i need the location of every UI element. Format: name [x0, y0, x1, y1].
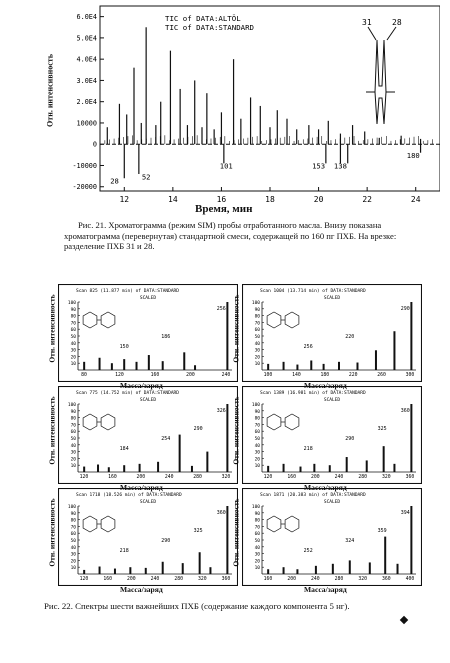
spectrum-y-tick-label: 100 — [251, 301, 260, 306]
ring — [83, 312, 97, 328]
spectrum-peak — [83, 570, 85, 574]
spectrum-x-tick-label: 320 — [358, 577, 368, 582]
ring — [285, 516, 299, 532]
spectrum-y-tick-label: 60 — [70, 328, 76, 334]
spectrum-peak — [315, 566, 317, 574]
y-tick-label: 4.0E4 — [76, 55, 97, 64]
spectrum-peak — [199, 552, 201, 574]
spectrum-y-tick-label: 10 — [70, 566, 76, 572]
spectrum-peak — [397, 564, 399, 574]
spectrum-peak — [183, 352, 185, 370]
spectrum-scan-header: Scan 825 (11.877 min) of DATA:STANDARD — [76, 289, 179, 294]
spectrum-peak-label: 324 — [345, 538, 355, 544]
figure21-caption: Рис. 21. Хроматограмма (режим SIM) пробы отработанного масла. Внизу показана хроматограмма (перевернутая) стандартной смеси, содержащей по 160 пг ПХБ. На врезке: разделение ПХБ 31 и 28. — [64, 220, 397, 251]
spectrum-peak — [157, 462, 159, 472]
spectrum-y-tick-label: 30 — [70, 450, 76, 456]
spectrum-scan-header: Scan 1389 (16.981 min) of DATA:STANDARD — [260, 391, 366, 396]
spectrum-peak-label: 150 — [119, 344, 129, 350]
spectrum-x-tick-label: 400 — [405, 577, 415, 582]
ring — [101, 516, 115, 532]
ring — [285, 312, 299, 328]
spectrum-peak — [338, 362, 340, 370]
legend-standard: TIC of DATA:STANDARD — [165, 23, 254, 32]
inset-label-28: 28 — [392, 18, 402, 27]
y-tick-label: 3.0E4 — [76, 76, 97, 85]
spectrum-x-label: Масса/заряд — [120, 483, 163, 492]
spectrum-x-tick-label: 160 — [103, 577, 113, 582]
y-tick-label: 0 — [92, 140, 97, 149]
spectrum-y-label: Отн. интенсивность — [231, 498, 241, 567]
spectrum-y-tick-label: 50 — [254, 539, 260, 544]
spectrum-peak — [114, 569, 116, 574]
y-tick-label: 6.0E4 — [76, 13, 97, 22]
spectrum-peak — [267, 569, 269, 574]
spectrum-peak — [369, 562, 371, 574]
peak-annotation: 101 — [219, 161, 233, 171]
chromatogram-y-label: Отн. интенсивность — [45, 54, 55, 127]
spectrum-x-tick-label: 320 — [381, 475, 391, 480]
spectrum-peak-label: 394 — [400, 510, 410, 516]
spectrum-peak-label: 290 — [345, 436, 355, 442]
inset-separation-31-28 — [362, 18, 402, 124]
spectrum-peak — [296, 365, 298, 370]
spectrum-x-label: Масса/заряд — [120, 585, 163, 594]
spectrum-peak — [366, 460, 368, 472]
spectrum-peak — [97, 465, 99, 472]
spectrum-peak — [332, 564, 334, 574]
chromatogram-x-label: Время, мин — [195, 203, 253, 215]
spectrum-x-tick-label: 180 — [320, 373, 330, 378]
spectrum-y-tick-label: 90 — [70, 307, 76, 313]
y-tick-label: 2.0E4 — [76, 98, 97, 107]
chromatogram-figure — [50, 0, 440, 215]
spectrum-y-tick-label: 80 — [254, 518, 260, 524]
spectrum-peak — [129, 567, 131, 574]
spectrum-x-label: Масса/заряд — [304, 483, 347, 492]
spectrum-y-tick-label: 50 — [70, 335, 76, 340]
spectrum-y-tick-label: 80 — [254, 314, 260, 320]
ring — [101, 414, 115, 430]
spectrum-peak — [123, 359, 125, 370]
spectrum-x-tick-label: 200 — [136, 475, 146, 480]
spectrum-y-tick-label: 70 — [70, 525, 76, 531]
peak-annotation: 138 — [333, 161, 347, 171]
spectrum-x-tick-label: 240 — [310, 577, 320, 582]
spectrum-y-tick-label: 30 — [254, 450, 260, 456]
spectrum-scaled-label: SCALED — [139, 500, 157, 505]
spectrum-peak — [111, 363, 113, 370]
spectrum-peak — [162, 361, 164, 370]
spectrum-peak — [384, 537, 386, 574]
spectrum-peak-label: 218 — [119, 548, 129, 554]
spectrum-peak — [356, 363, 358, 370]
spectrum-y-tick-label: 40 — [254, 443, 260, 449]
spectrum-y-tick-label: 70 — [254, 423, 260, 429]
spectrum-x-tick-label: 160 — [287, 475, 297, 480]
spectrum-peak — [410, 302, 412, 370]
spectrum-x-tick-label: 220 — [348, 373, 358, 378]
spectrum-peak-label: 254 — [161, 436, 171, 442]
spectrum-scaled-label: SCALED — [323, 398, 341, 403]
spectrum-peak — [148, 355, 150, 370]
ring — [267, 414, 281, 430]
spectrum-y-tick-label: 40 — [70, 341, 76, 347]
x-tick-label: 12 — [119, 195, 130, 204]
spectrum-peak — [206, 452, 208, 472]
spectrum-x-tick-label: 360 — [221, 577, 231, 582]
spectrum-y-tick-label: 20 — [254, 355, 260, 361]
spectrum-y-tick-label: 100 — [251, 505, 260, 510]
mass-spectrum-3 — [58, 386, 238, 484]
mass-spectrum-6 — [242, 488, 422, 586]
spectrum-peak-label: 186 — [161, 334, 171, 340]
spectrum-x-tick-label: 140 — [292, 373, 301, 378]
spectrum-y-tick-label: 100 — [67, 301, 76, 306]
spectrum-x-tick-label: 160 — [108, 475, 117, 480]
spectrum-y-tick-label: 60 — [254, 532, 260, 538]
chromatogram-standard-trace — [124, 144, 420, 178]
spectrum-y-tick-label: 100 — [251, 403, 260, 408]
spectrum-y-tick-label: 90 — [70, 409, 76, 415]
molecule-structure-icon — [83, 414, 115, 430]
mass-spectrum-1 — [58, 284, 238, 382]
spectrum-x-tick-label: 200 — [186, 373, 195, 378]
spectrum-x-tick-label: 120 — [263, 475, 273, 480]
figure22-caption: Рис. 22. Спектры шести важнейших ПХБ (содержание каждого компонента 5 нг). — [44, 601, 350, 611]
spectrum-y-tick-label: 20 — [254, 559, 260, 565]
spectrum-scan-header: Scan 1718 (18.526 min) of DATA:STANDARD — [76, 493, 182, 498]
molecule-structure-icon — [267, 312, 299, 328]
mass-spectrum-2 — [242, 284, 422, 382]
spectrum-peak — [108, 467, 110, 472]
spectrum-y-tick-label: 30 — [254, 348, 260, 354]
spectrum-peak — [226, 506, 228, 574]
page-mark-icon — [400, 616, 408, 624]
spectrum-y-tick-label: 10 — [254, 362, 260, 368]
spectrum-peak — [300, 467, 302, 472]
spectrum-x-label: Масса/заряд — [304, 585, 347, 594]
spectrum-y-tick-label: 50 — [254, 335, 260, 340]
ring — [101, 312, 115, 328]
spectrum-scaled-label: SCALED — [323, 500, 341, 505]
x-tick-label: 14 — [168, 195, 178, 204]
spectrum-y-tick-label: 70 — [254, 525, 260, 531]
spectrum-peak-label: 220 — [345, 334, 355, 340]
x-tick-label: 18 — [265, 195, 275, 204]
chromatogram-frame — [100, 6, 440, 191]
spectrum-peak — [83, 362, 85, 370]
spectrum-peak-label: 256 — [303, 344, 313, 350]
spectrum-x-tick-label: 120 — [79, 475, 89, 480]
spectrum-y-tick-label: 80 — [254, 416, 260, 422]
spectrum-peak — [179, 435, 181, 472]
spectrum-peak — [145, 568, 147, 574]
spectrum-y-tick-label: 90 — [254, 307, 260, 313]
spectrum-x-tick-label: 300 — [405, 373, 415, 378]
spectrum-x-tick-label: 80 — [81, 373, 87, 378]
spectrum-peak-label: 325 — [377, 426, 387, 432]
spectrum-y-tick-label: 10 — [70, 362, 76, 368]
molecule-structure-icon — [267, 414, 299, 430]
spectrum-x-tick-label: 160 — [263, 577, 273, 582]
spectrum-y-tick-label: 10 — [70, 464, 76, 470]
spectrum-y-tick-label: 80 — [70, 314, 76, 320]
spectrum-y-label: Отн. интенсивность — [231, 294, 241, 363]
spectrum-x-tick-label: 360 — [381, 577, 391, 582]
spectrum-y-tick-label: 100 — [67, 505, 76, 510]
spectrum-y-tick-label: 30 — [70, 348, 76, 354]
spectrum-scaled-label: SCALED — [139, 296, 157, 301]
spectrum-peak — [99, 567, 101, 574]
spectrum-scaled-label: SCALED — [323, 296, 341, 301]
spectrum-peak — [226, 404, 228, 472]
mass-spectrum-4 — [242, 386, 422, 484]
spectrum-peak-label: 326 — [216, 408, 226, 414]
spectrum-peak — [323, 364, 325, 370]
spectrum-y-tick-label: 50 — [254, 437, 260, 442]
spectrum-y-tick-label: 80 — [70, 518, 76, 524]
molecule-structure-icon — [83, 516, 115, 532]
spectrum-peak — [283, 567, 285, 574]
spectrum-peak — [349, 560, 351, 574]
spectrum-y-label: Отн. интенсивность — [47, 498, 57, 567]
spectrum-peak — [310, 360, 312, 370]
ring — [267, 516, 281, 532]
y-tick-label: -20000 — [72, 183, 97, 192]
spectrum-peak-label: 256 — [216, 306, 226, 312]
spectrum-y-tick-label: 40 — [70, 443, 76, 449]
ring — [83, 414, 97, 430]
spectrum-peak-label: 360 — [216, 510, 226, 516]
x-tick-label: 20 — [313, 195, 324, 204]
spectrum-peak-label: 359 — [377, 528, 387, 534]
spectrum-x-tick-label: 280 — [358, 475, 368, 480]
spectrum-peak — [182, 563, 184, 574]
spectrum-y-tick-label: 70 — [70, 423, 76, 429]
spectrum-y-label: Отн. интенсивность — [231, 396, 241, 465]
spectrum-x-tick-label: 120 — [115, 373, 124, 378]
spectrum-peak — [209, 567, 211, 574]
spectrum-y-tick-label: 90 — [254, 409, 260, 415]
spectrum-peak — [313, 464, 315, 472]
spectrum-y-tick-label: 50 — [70, 539, 76, 544]
spectrum-y-tick-label: 100 — [67, 403, 76, 408]
spectrum-peak-label: 360 — [400, 408, 410, 414]
spectrum-peak — [393, 331, 395, 370]
spectrum-scaled-label: SCALED — [139, 398, 157, 403]
spectrum-peak-label: 290 — [400, 306, 410, 312]
spectrum-peak-label: 290 — [161, 538, 171, 544]
spectrum-y-tick-label: 90 — [254, 511, 260, 517]
spectrum-peak — [162, 562, 164, 574]
spectrum-peak-label: 290 — [193, 426, 203, 432]
mass-spectrum-5 — [58, 488, 238, 586]
molecule-structure-icon — [83, 312, 115, 328]
spectrum-x-tick-label: 360 — [405, 475, 415, 480]
spectrum-peak — [296, 569, 298, 574]
spectrum-y-tick-label: 40 — [70, 545, 76, 551]
ring — [285, 414, 299, 430]
spectrum-peak — [383, 446, 385, 472]
spectrum-x-label: Масса/заряд — [304, 381, 347, 390]
ring — [267, 312, 281, 328]
spectrum-peak-label: 218 — [303, 446, 313, 452]
spectrum-y-tick-label: 30 — [254, 552, 260, 558]
spectrum-scan-header: Scan 775 (14.752 min) of DATA:STANDARD — [76, 391, 179, 396]
y-tick-label: 5.0E4 — [76, 34, 97, 43]
spectrum-scan-header: Scan 1004 (13.714 min) of DATA:STANDARD — [260, 289, 366, 294]
spectrum-y-tick-label: 70 — [70, 321, 76, 327]
spectrum-peak — [194, 365, 196, 370]
chromatogram-annotations — [110, 151, 420, 186]
spectrum-y-tick-label: 60 — [254, 328, 260, 334]
spectrum-y-tick-label: 40 — [254, 341, 260, 347]
peak-annotation: 153 — [312, 161, 326, 171]
spectrum-x-tick-label: 240 — [164, 475, 174, 480]
spectrum-peak — [267, 364, 269, 370]
spectrum-y-label: Отн. интенсивность — [47, 294, 57, 363]
spectrum-peak-label: 325 — [193, 528, 203, 534]
spectrum-y-tick-label: 30 — [70, 552, 76, 558]
chromatogram-sample-trace — [100, 27, 440, 144]
spectrum-y-tick-label: 80 — [70, 416, 76, 422]
spectrum-y-tick-label: 20 — [254, 457, 260, 463]
spectrum-y-tick-label: 60 — [254, 430, 260, 436]
spectrum-x-tick-label: 100 — [263, 373, 273, 378]
spectrum-peak-label: 184 — [119, 446, 129, 452]
peak-annotation: 28 — [110, 176, 119, 186]
spectrum-y-tick-label: 20 — [70, 457, 76, 463]
spectrum-scan-header: Scan 1871 (20.383 min) of DATA:STANDARD — [260, 493, 366, 498]
spectrum-y-tick-label: 10 — [254, 464, 260, 470]
molecule-structure-icon — [267, 516, 299, 532]
peak-annotation: 180 — [406, 151, 420, 161]
x-tick-label: 22 — [362, 195, 372, 204]
spectrum-y-tick-label: 60 — [70, 532, 76, 538]
spectrum-peak — [136, 362, 138, 370]
spectrum-x-tick-label: 200 — [126, 577, 136, 582]
peak-annotation: 52 — [141, 172, 151, 182]
spectrum-peak — [226, 302, 228, 370]
x-tick-label: 16 — [216, 195, 227, 204]
spectrum-peak — [346, 457, 348, 472]
spectrum-x-tick-label: 240 — [334, 475, 344, 480]
spectrum-y-tick-label: 40 — [254, 545, 260, 551]
spectrum-x-tick-label: 320 — [221, 475, 231, 480]
y-tick-label: 10000 — [76, 119, 97, 128]
y-tick-label: -10000 — [72, 161, 97, 170]
inset-label-31: 31 — [362, 18, 372, 27]
spectrum-x-tick-label: 160 — [150, 373, 160, 378]
spectrum-x-tick-label: 320 — [197, 577, 207, 582]
ring — [83, 516, 97, 532]
spectrum-y-tick-label: 90 — [70, 511, 76, 517]
spectrum-peak — [410, 404, 412, 472]
spectrum-peak — [191, 466, 193, 472]
spectrum-peak — [123, 465, 125, 472]
spectrum-y-label: Отн. интенсивность — [47, 396, 57, 465]
legend-sample: TIC of DATA:ALTÖL — [165, 14, 241, 23]
spectrum-x-tick-label: 280 — [193, 475, 202, 480]
chromatogram-x-axis — [119, 187, 420, 204]
spectrum-peak — [267, 466, 269, 472]
spectrum-y-tick-label: 10 — [254, 566, 260, 572]
spectrum-x-tick-label: 240 — [150, 577, 160, 582]
spectrum-peak — [283, 464, 285, 472]
spectrum-x-label: Масса/заряд — [120, 381, 163, 390]
spectrum-peak — [99, 358, 101, 370]
spectrum-y-tick-label: 20 — [70, 355, 76, 361]
spectrum-peak — [283, 362, 285, 370]
spectrum-x-tick-label: 200 — [310, 475, 320, 480]
spectrum-peak-label: 252 — [303, 548, 313, 554]
x-tick-label: 24 — [410, 195, 421, 204]
spectrum-y-tick-label: 60 — [70, 430, 76, 436]
spectrum-x-tick-label: 260 — [377, 373, 386, 378]
spectrum-peak — [139, 464, 141, 472]
spectrum-y-tick-label: 20 — [70, 559, 76, 565]
spectrum-x-tick-label: 280 — [174, 577, 184, 582]
spectrum-y-tick-label: 70 — [254, 321, 260, 327]
chromatogram-y-axis — [72, 13, 104, 191]
spectrum-peak — [375, 350, 377, 370]
spectrum-peak — [393, 464, 395, 472]
spectrum-x-tick-label: 120 — [79, 577, 89, 582]
spectrum-peak — [329, 465, 331, 472]
spectrum-x-tick-label: 280 — [334, 577, 344, 582]
spectrum-peak — [410, 506, 412, 574]
spectrum-peak — [83, 467, 85, 472]
spectrum-y-tick-label: 50 — [70, 437, 76, 442]
spectrum-x-tick-label: 200 — [287, 577, 297, 582]
spectrum-x-tick-label: 240 — [221, 373, 231, 378]
